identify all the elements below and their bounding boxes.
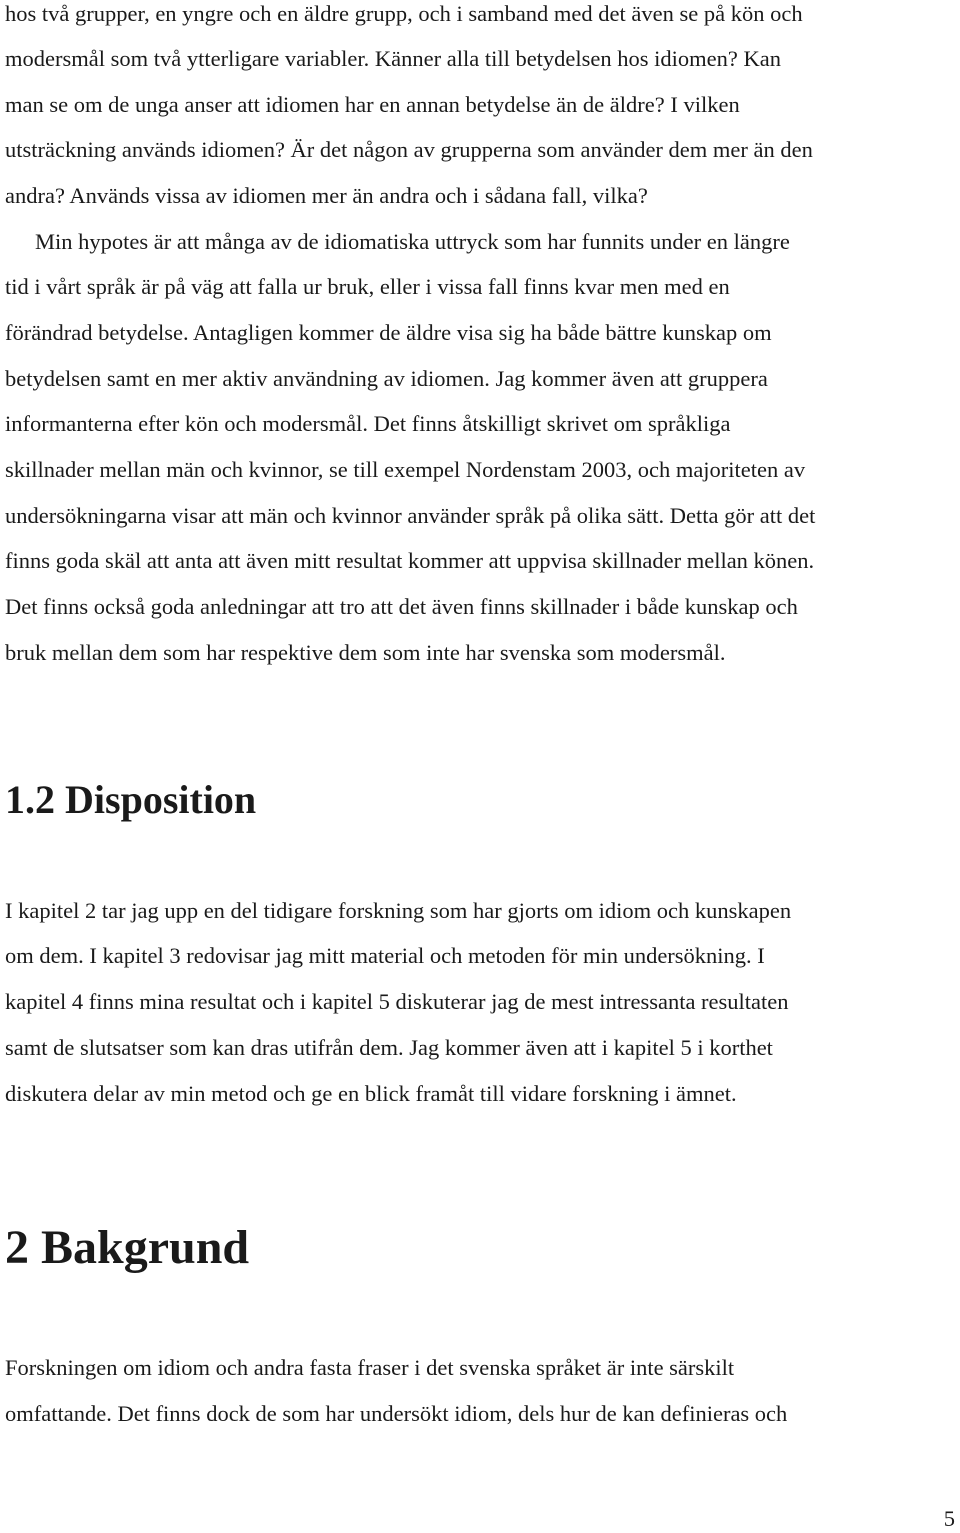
text-line: undersökningarna visar att män och kvinnor använder språk på olika sätt. Detta gör att det <box>5 503 816 528</box>
text-line: skillnader mellan män och kvinnor, se till exempel Nordenstam 2003, och majoriteten av <box>5 457 806 482</box>
text-line: Min hypotes är att många av de idiomatiska uttryck som har funnits under en längre <box>35 229 790 254</box>
text-line: om dem. I kapitel 3 redovisar jag mitt material och metoden för min undersökning. I <box>5 943 765 968</box>
text-line: bruk mellan dem som har respektive dem som inte har svenska som modersmål. <box>5 640 726 665</box>
text-line: finns goda skäl att anta att även mitt resultat kommer att uppvisa skillnader mellan könen. <box>5 548 815 573</box>
text-line: förändrad betydelse. Antagligen kommer de äldre visa sig ha både bättre kunskap om <box>5 320 772 345</box>
text-line: man se om de unga anser att idiomen har en annan betydelse än de äldre? I vilken <box>5 92 740 117</box>
section-heading-bakgrund: 2 Bakgrund <box>5 1221 250 1274</box>
text-line: betydelsen samt en mer aktiv användning av idiomen. Jag kommer även att gruppera <box>5 366 768 391</box>
text-line: Forskningen om idiom och andra fasta fraser i det svenska språket är inte särskilt <box>5 1355 735 1380</box>
text-line: Det finns också goda anledningar att tro att det även finns skillnader i både kunskap och <box>5 594 798 619</box>
text-line: diskutera delar av min metod och ge en blick framåt till vidare forskning i ämnet. <box>5 1081 737 1106</box>
text-line: hos två grupper, en yngre och en äldre grupp, och i samband med det även se på kön och <box>5 1 803 26</box>
section-heading-disposition: 1.2 Disposition <box>5 777 257 822</box>
text-line: andra? Används vissa av idiomen mer än andra och i sådana fall, vilka? <box>5 183 648 208</box>
text-line: informanterna efter kön och modersmål. Det finns åtskilligt skrivet om språkliga <box>5 411 731 436</box>
page-number: 5 <box>943 1506 955 1531</box>
text-line: utsträckning används idiomen? Är det någon av grupperna som använder dem mer än den <box>5 137 813 162</box>
text-line: omfattande. Det finns dock de som har undersökt idiom, dels hur de kan definieras och <box>5 1401 788 1426</box>
text-line: samt de slutsatser som kan dras utifrån dem. Jag kommer även att i kapitel 5 i korthet <box>5 1035 773 1060</box>
text-line: tid i vårt språk är på väg att falla ur bruk, eller i vissa fall finns kvar men med en <box>5 274 730 299</box>
text-line: modersmål som två ytterligare variabler. Känner alla till betydelsen hos idiomen? Kan <box>5 46 782 71</box>
text-line: kapitel 4 finns mina resultat och i kapitel 5 diskuterar jag de mest intressanta resultaten <box>5 989 789 1014</box>
text-line: I kapitel 2 tar jag upp en del tidigare forskning som har gjorts om idiom och kunskapen <box>5 898 792 923</box>
